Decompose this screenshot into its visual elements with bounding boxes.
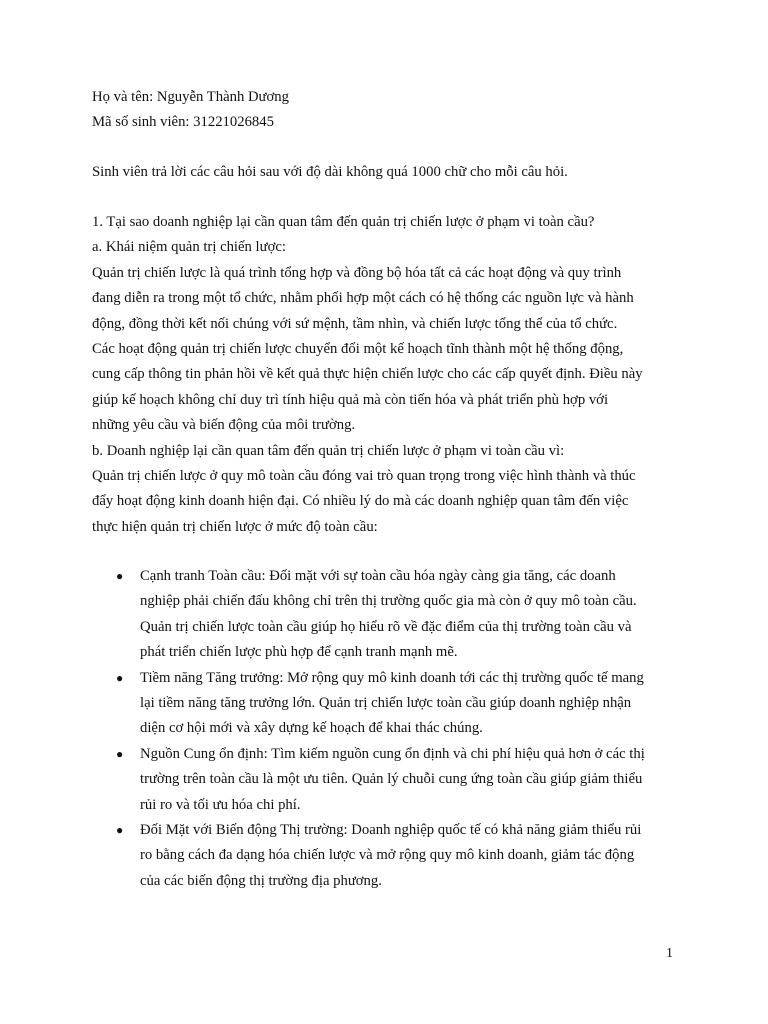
list-item-line: nghiệp phải chiến đấu không chỉ trên thị trường quốc gia mà còn ở quy mô toàn cầu.: [140, 593, 637, 610]
list-item-line: Quản trị chiến lược toàn cầu giúp họ hiểu rõ về đặc điểm của thị trường toàn cầu và: [140, 618, 632, 635]
list-item-line: lại tiềm năng tăng trưởng lớn. Quản trị chiến lược toàn cầu giúp doanh nghiệp nhận: [140, 695, 632, 712]
question-1-title: 1. Tại sao doanh nghiệp lại cần quan tâm đến quản trị chiến lược ở phạm vi toàn cầu?: [92, 214, 595, 230]
section-a-line: cung cấp thông tin phản hồi về kết quả thực hiện chiến lược cho các cấp quyết định. Điều này: [92, 366, 643, 383]
reasons-list: [112, 564, 682, 894]
section-a-line: Quản trị chiến lược là quá trình tổng hợp và đồng bộ hóa tất cả các hoạt động và quy trình: [92, 264, 622, 281]
list-item-line: trường trên toàn cầu là một ưu tiên. Quản lý chuỗi cung ứng toàn cầu giúp giảm thiểu: [140, 771, 643, 788]
section-b-line: thực hiện quản trị chiến lược ở mức độ toàn cầu:: [92, 518, 378, 535]
list-item-line: Cạnh tranh Toàn cầu: Đối mặt với sự toàn cầu hóa ngày càng gia tăng, các doanh: [140, 568, 616, 584]
student-id-line: Mã số sinh viên: 31221026845: [92, 114, 274, 131]
section-a-heading: a. Khái niệm quản trị chiến lược:: [92, 239, 286, 256]
list-item: [112, 666, 682, 742]
bullet-icon: ●: [116, 569, 124, 583]
list-item-line: rủi ro và tối ưu hóa chi phí.: [140, 796, 301, 813]
list-item-line: diện cơ hội mới và xây dựng kế hoạch để khai thác chúng.: [140, 720, 483, 737]
section-a-line: đang diễn ra trong một tổ chức, nhằm phối hợp một cách có hệ thống các nguồn lực và hành: [92, 290, 634, 307]
section-b-line: Quản trị chiến lược ở quy mô toàn cầu đóng vai trò quan trọng trong việc hình thành và thúc: [92, 468, 636, 485]
student-name-line: Họ và tên: Nguyễn Thành Dương: [92, 89, 289, 105]
list-item-line: Tiềm năng Tăng trưởng: Mở rộng quy mô kinh doanh tới các thị trường quốc tế mang: [140, 669, 644, 686]
bullet-icon: ●: [116, 746, 124, 761]
bullet-icon: ●: [116, 670, 124, 685]
section-b-heading: b. Doanh nghiệp lại cần quan tâm đến quản trị chiến lược ở phạm vi toàn cầu vì:: [92, 442, 565, 459]
section-a-line: động, đồng thời kết nối chúng với sứ mệnh, tầm nhìn, và chiến lược tổng thể của tổ chức.: [92, 315, 618, 332]
page-number: 1: [666, 946, 673, 961]
list-item: [112, 742, 682, 818]
list-item-line: phát triển chiến lược phù hợp để cạnh tranh mạnh mẽ.: [140, 644, 458, 661]
section-a-line: Các hoạt động quản trị chiến lược chuyển đổi một kế hoạch tĩnh thành một hệ thống động,: [92, 341, 624, 358]
list-item-line: ro bằng cách đa dạng hóa chiến lược và mở rộng quy mô kinh doanh, giảm tác động: [140, 847, 635, 864]
list-item-line: Nguồn Cung ổn định: Tìm kiếm nguồn cung ổn định và chi phí hiệu quả hơn ở các thị: [140, 745, 645, 762]
list-item: [112, 564, 682, 666]
instructions-text: Sinh viên trả lời các câu hỏi sau với độ dài không quá 1000 chữ cho mỗi câu hỏi.: [92, 164, 568, 180]
list-item-line: của các biến động thị trường địa phương.: [140, 872, 382, 889]
list-item-line: Đối Mặt với Biến động Thị trường: Doanh nghiệp quốc tế có khả năng giảm thiểu rủi: [140, 822, 642, 839]
instructions: [92, 160, 682, 185]
section-a-line: những yêu cầu và biến động của môi trường.: [92, 417, 356, 434]
list-item: [112, 818, 682, 894]
section-b-line: đẩy hoạt động kinh doanh hiện đại. Có nhiều lý do mà các doanh nghiệp quan tâm đến việc: [92, 493, 629, 510]
bullet-icon: ●: [116, 823, 124, 838]
student-header: [92, 85, 682, 136]
section-a-line: giúp kế hoạch không chỉ duy trì tính hiệu quả mà còn tiến hóa và phát triển phù hợp với: [92, 391, 609, 408]
question-1: [92, 210, 682, 540]
